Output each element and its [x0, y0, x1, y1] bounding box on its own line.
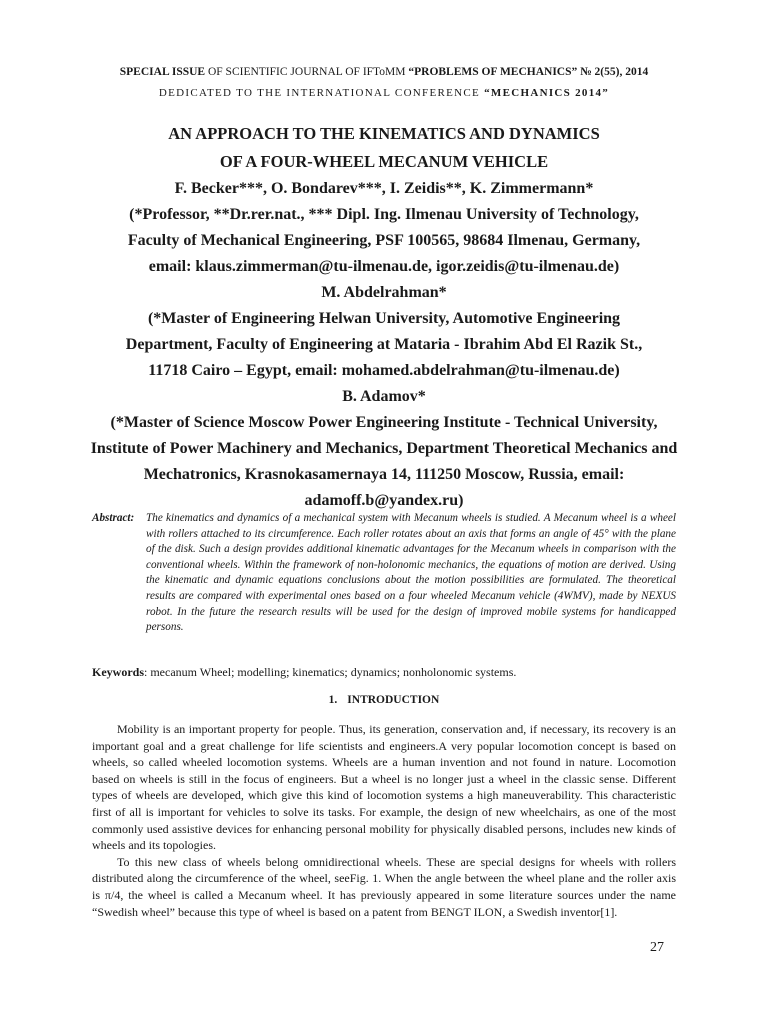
affiliation-2-line-3: 11718 Cairo – Egypt, email: mohamed.abdelrahman@tu-ilmenau.de): [148, 362, 620, 379]
body-paragraph-2: To this new class of wheels belong omnidirectional wheels. These are special designs for wheels with rollers distributed along the circumference of the wheel, seeFig. 1. When the angle between the wheel plane and the roller axis is π/4, the wheel is called a Mecanum wheel. It has previously appeared in some literature sources under the name “Swedish wheel” because this type of wheel is based on a patent from BENGT ILON, a Swedish inventor[1].: [92, 854, 676, 919]
affiliation-1-line-1: (*Professor, **Dr.rer.nat., *** Dipl. Ing. Ilmenau University of Technology,: [129, 206, 639, 223]
abstract-text: The kinematics and dynamics of a mechanical system with Mecanum wheels is studied. A Mecanum wheel is a wheel with rollers attached to its circumference. Each roller rotates about an axis that forms an angle of 45° with the plane of the disk. Such a design provides additional kinematic advantages for the Mecanum wheels in comparison with the conventional wheels. Within the framework of non-holonomic mechanics, the equations of motion are derived. Using the kinematic and dynamic equations conclusions about the motion possibilities are formulated. The theoretical results are compared with experimental ones based on a four wheeled Mecanum vehicle (4WMV), made by NEXUS robot. In the future the research results will be used for the design of improved mobile systems for handicapped persons.: [146, 512, 676, 634]
affiliation-1-line-2: Faculty of Mechanical Engineering, PSF 100565, 98684 Ilmenau, Germany,: [127, 232, 641, 249]
section-heading: [0, 694, 768, 706]
conference-header-text: DEDICATED TO THE INTERNATIONAL CONFERENCE: [158, 87, 485, 99]
affiliation-2-line-1: (*Master of Engineering Helwan University, Automotive Engineering: [147, 310, 621, 327]
conference-header-name: “MECHANICS 2014”: [484, 87, 610, 99]
paper-title-line-1: AN APPROACH TO THE KINEMATICS AND DYNAMICS: [168, 124, 600, 143]
abstract-section: [92, 511, 676, 636]
journal-header-issue: “PROBLEMS OF MECHANICS” № 2(55), 2014: [408, 66, 649, 78]
author-names-1: F. Becker***, O. Bondarev***, I. Zeidis**, K. Zimmermann*: [174, 180, 594, 197]
affiliation-3-line-1: (*Master of Science Moscow Power Engineering Institute - Technical University,: [110, 414, 658, 431]
journal-header-journal: OF SCIENTIFIC JOURNAL OF IFToMM: [205, 66, 409, 78]
section-number: 1.: [328, 694, 338, 706]
body-text: [92, 721, 676, 920]
page-number: 27: [650, 940, 664, 955]
journal-header-special-issue: SPECIAL ISSUE: [119, 66, 206, 78]
journal-header: [0, 66, 768, 78]
affiliation-3-line-4: adamoff.b@yandex.ru): [304, 492, 464, 509]
keywords-text: : mecanum Wheel; modelling; kinematics; dynamics; nonholonomic systems.: [144, 665, 517, 679]
keywords-line: [92, 665, 712, 680]
keywords-label: Keywords: [92, 665, 144, 679]
paper-title-line-2: OF A FOUR-WHEEL MECANUM VEHICLE: [219, 152, 549, 171]
author-name-3: B. Adamov*: [342, 388, 426, 405]
affiliation-1-line-3: email: klaus.zimmerman@tu-ilmenau.de, igor.zeidis@tu-ilmenau.de): [148, 258, 620, 275]
section-title: INTRODUCTION: [347, 694, 440, 706]
affiliation-2-line-2: Department, Faculty of Engineering at Mataria - Ibrahim Abd El Razik St.,: [125, 336, 643, 353]
title-author-block: [60, 120, 708, 514]
affiliation-3-line-3: Mechatronics, Krasnokasamernaya 14, 111250 Moscow, Russia, email:: [143, 466, 625, 483]
body-paragraph-1: Mobility is an important property for people. Thus, its generation, conservation and, if necessary, its recovery is an important goal and a great challenge for life scientists and engineers.A very popular locomotion concept is based on wheels, so called wheeled locomotion systems. Wheels are a human invention and not found in nature. Locomotion based on wheels is still in the focus of engineers. But a wheel is no longer just a wheel in the classic sense. Different types of wheels are developed, which give this kind of locomotion systems a high maneuverability. This characteristic first of all is important for vehicles to solve its tasks. For example, the design of new wheelchairs, as one of the most commonly used assistive devices for enhancing personal mobility for physically disabled persons, includes new kinds of wheels and its topologies.: [92, 722, 676, 853]
author-name-2: M. Abdelrahman*: [321, 284, 447, 301]
abstract-label: Abstract:: [92, 512, 135, 524]
affiliation-3-line-2: Institute of Power Machinery and Mechanics, Department Theoretical Mechanics and: [90, 440, 678, 457]
conference-header: [0, 87, 768, 99]
